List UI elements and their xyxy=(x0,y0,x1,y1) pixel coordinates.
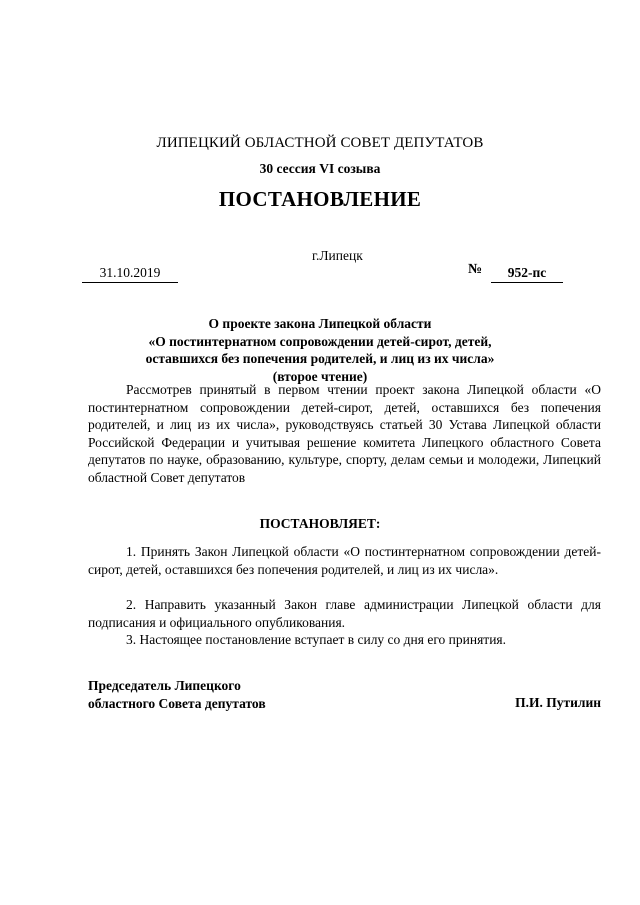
document-subject xyxy=(0,315,640,385)
number-sign: № xyxy=(468,262,483,277)
decree-item-1: 1. Принять Закон Липецкой области «О постинтернатном сопровождении детей-сирот, детей, оставшихся без попечения родителей, и лиц из их числа». xyxy=(88,544,601,577)
document-number: 952-пс xyxy=(491,265,563,283)
subject-line: О проекте закона Липецкой области xyxy=(208,316,432,331)
session-label: 30 сессия VI созыва xyxy=(259,161,381,176)
decree-item-3: 3. Настоящее постановление вступает в силу со дня его принятия. xyxy=(126,632,507,647)
signer-title xyxy=(88,677,266,712)
document-date: 31.10.2019 xyxy=(82,265,178,283)
subject-line: оставшихся без попечения родителей, и лиц из их числа» xyxy=(145,351,495,366)
subject-reading-note: (второе чтение) xyxy=(272,368,368,384)
council-name: ЛИПЕЦКИЙ ОБЛАСТНОЙ СОВЕТ ДЕПУТАТОВ xyxy=(156,135,484,151)
document-type: ПОСТАНОВЛЕНИЕ xyxy=(218,187,422,211)
signer-name: П.И. Путилин xyxy=(515,695,601,710)
signer-title-line: Председатель Липецкого xyxy=(88,678,241,693)
decree-heading: ПОСТАНОВЛЯЕТ: xyxy=(259,516,381,531)
preamble-paragraph: Рассмотрев принятый в первом чтении проект закона Липецкой области «О постинтернатном сопровождении детей-сирот, детей, оставшихся без попечения родителей, и лиц из их числа», руководствуясь статьей 30 Устава Липецкой области Российской Федерации и учитывая решение комитета Липецкого областного Совета депутатов по науке, образованию, культуре, спорту, делам семьи и молодежи, Липецкий областной Совет депутатов xyxy=(88,382,601,485)
signer-title-line: областного Совета депутатов xyxy=(88,695,266,711)
decree-item-2: 2. Направить указанный Закон главе администрации Липецкой области для подписания и официального опубликования. xyxy=(88,597,601,630)
city-label: г.Липецк xyxy=(312,248,363,263)
subject-line: «О постинтернатном сопровождении детей-сирот, детей, xyxy=(148,333,492,349)
